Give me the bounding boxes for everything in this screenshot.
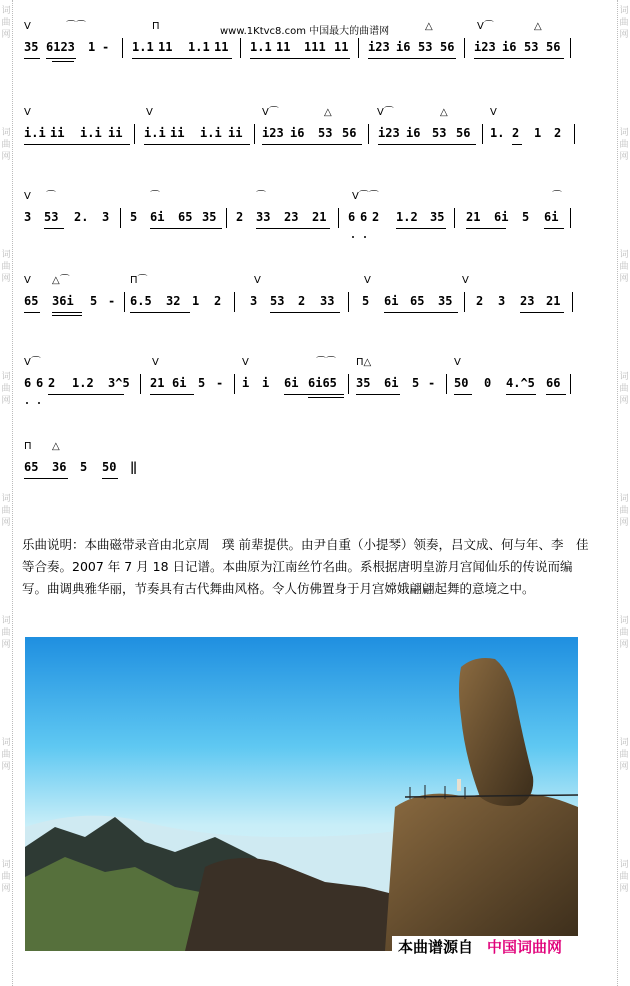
source-footer xyxy=(392,936,598,960)
note: i23 xyxy=(368,40,390,54)
note: 6 xyxy=(348,210,356,224)
note: 6123 xyxy=(46,40,75,54)
note: 21 xyxy=(312,210,327,224)
watermark-char: 词 xyxy=(619,6,629,16)
note: 6i xyxy=(150,210,165,224)
note: 53 xyxy=(44,210,59,224)
note: 56 xyxy=(456,126,471,140)
mountain-photo-icon xyxy=(25,637,578,951)
note: 1.2 xyxy=(396,210,418,224)
note: 56 xyxy=(440,40,455,54)
note: 1 xyxy=(534,126,542,140)
note: 5 xyxy=(90,294,98,308)
note: 65 xyxy=(178,210,193,224)
note: - xyxy=(108,294,116,308)
score-line-6: Π △ 65 36 5 50 ‖ xyxy=(22,442,592,512)
score-line-3: V ⌒ ⌒ ⌒ V⌒⌒ ⌒ 3 53 2. 3 5 6i 65 35 2 33 23 21 6 6 2 1.2 35 21 6i 5 6i xyxy=(22,192,592,262)
watermark-char: 曲 xyxy=(1,140,11,150)
watermark-char: 词 xyxy=(619,616,629,626)
note: 1 xyxy=(88,40,96,54)
watermark-char: 曲 xyxy=(1,628,11,638)
site-header: www.1Ktvc8.com 中国最大的曲谱网 xyxy=(220,26,390,37)
note: i6 xyxy=(396,40,411,54)
watermark-char: 网 xyxy=(619,274,629,284)
note: 6i xyxy=(544,210,559,224)
note: 35 xyxy=(202,210,217,224)
source-label: 本曲谱源自 xyxy=(398,938,474,956)
note: ii xyxy=(108,126,123,140)
note: - xyxy=(102,40,110,54)
note: 5 xyxy=(362,294,370,308)
score-line-5: V⌒ V V ⌒⌒ Π△ V 6 6 2 1.2 3^5 21 6i 5 - i i 6i 6i65 35 6i 5 - 50 0 4.^5 66 xyxy=(22,358,592,428)
note: 35 xyxy=(356,376,371,390)
note: i23 xyxy=(378,126,400,140)
note: 3 xyxy=(24,210,32,224)
note: i.i xyxy=(24,126,46,140)
note: 1.2 xyxy=(72,376,94,390)
note: i.i xyxy=(144,126,166,140)
note: 33 xyxy=(256,210,271,224)
note: 2 xyxy=(554,126,562,140)
note: 23 xyxy=(284,210,299,224)
watermark-char: 词 xyxy=(1,372,11,382)
note: 2. xyxy=(74,210,89,224)
watermark-char: 曲 xyxy=(1,506,11,516)
note: 6.5 xyxy=(130,294,152,308)
watermark-char: 网 xyxy=(619,152,629,162)
note: 5 xyxy=(522,210,530,224)
watermark-char: 网 xyxy=(1,762,11,772)
note: 11 xyxy=(334,40,349,54)
watermark-char: 网 xyxy=(619,884,629,894)
note: 50 xyxy=(454,376,469,390)
note: ii xyxy=(50,126,65,140)
note: 11 xyxy=(276,40,291,54)
watermark-char: 网 xyxy=(619,640,629,650)
note: 2 xyxy=(372,210,380,224)
watermark-char: 词 xyxy=(619,250,629,260)
note: i23 xyxy=(474,40,496,54)
note: 5 xyxy=(412,376,420,390)
jianpu-score xyxy=(22,0,592,500)
note: 3 xyxy=(498,294,506,308)
watermark-char: 网 xyxy=(1,518,11,528)
watermark-char: 网 xyxy=(619,518,629,528)
note: 33 xyxy=(320,294,335,308)
watermark-char: 网 xyxy=(1,274,11,284)
watermark-char: 词 xyxy=(1,250,11,260)
watermark-char: 词 xyxy=(619,738,629,748)
note: 66 xyxy=(546,376,561,390)
note: 2 xyxy=(512,126,520,140)
watermark-char: 曲 xyxy=(1,750,11,760)
note: i xyxy=(262,376,270,390)
watermark-char: 曲 xyxy=(1,872,11,882)
site-name-link[interactable]: 中国词曲网 xyxy=(487,938,563,956)
watermark-char: 网 xyxy=(619,396,629,406)
note: - xyxy=(428,376,436,390)
note: 6 xyxy=(360,210,368,224)
watermark-char: 词 xyxy=(619,128,629,138)
note: 6 xyxy=(36,376,44,390)
note: 21 xyxy=(150,376,165,390)
music-description: 乐曲说明：本曲磁带录音由北京周 璞 前辈提供。由尹自重（小提琴）领奏，吕文成、何与年、李 佳等合奏。2007 年 7 月 18 日记谱。本曲原为江南丝竹名曲。系根据唐明皇游月宫闻仙乐的传说而编写。曲调典雅华丽，节奏具有古代舞曲风格。令人仿佛置身于月宫嫦娥翩翩起舞的意境之中。 xyxy=(22,536,589,596)
watermark-char: 曲 xyxy=(619,262,629,272)
note: 36 xyxy=(52,460,67,474)
note: 0 xyxy=(484,376,492,390)
note: 32 xyxy=(166,294,181,308)
note: 56 xyxy=(342,126,357,140)
watermark-char: 网 xyxy=(1,30,11,40)
note: 5 xyxy=(198,376,206,390)
note: 65 xyxy=(24,460,39,474)
watermark-char: 曲 xyxy=(1,18,11,28)
note: 35 xyxy=(430,210,445,224)
watermark-char: 词 xyxy=(619,860,629,870)
note: 1 xyxy=(192,294,200,308)
note: 111 xyxy=(304,40,326,54)
note: 53 xyxy=(524,40,539,54)
note: 11 xyxy=(158,40,173,54)
note: 3 xyxy=(102,210,110,224)
note: 53 xyxy=(418,40,433,54)
note: 4.^5 xyxy=(506,376,535,390)
landscape-photo xyxy=(25,637,578,951)
watermark-char: 曲 xyxy=(619,384,629,394)
note: i.i xyxy=(80,126,102,140)
note: i6 xyxy=(290,126,305,140)
note: 2 xyxy=(48,376,56,390)
watermark-char: 曲 xyxy=(619,140,629,150)
note: ii xyxy=(228,126,243,140)
note: 11 xyxy=(214,40,229,54)
watermark-char: 曲 xyxy=(619,628,629,638)
watermark-char: 词 xyxy=(619,494,629,504)
score-line-1: V ⌒⌒ Π V⌒ △ △ 35 6123 1 - 1.1 11 1.1 11 1.1 11 111 11 i23 i6 53 56 i23 i6 53 56 xyxy=(22,22,592,92)
watermark-char: 词 xyxy=(1,128,11,138)
note: ii xyxy=(170,126,185,140)
watermark-char: 曲 xyxy=(619,18,629,28)
watermark-char: 词 xyxy=(1,6,11,16)
score-line-2: V V V⌒ V⌒ △ △ V i.i ii i.i ii i.i ii i.i ii i23 i6 53 56 i23 i6 53 56 1. 2 1 2 xyxy=(22,108,592,178)
watermark-char: 曲 xyxy=(1,384,11,394)
note: 1.1 xyxy=(188,40,210,54)
final-barline: ‖ xyxy=(130,460,138,474)
note: 5 xyxy=(130,210,138,224)
note: 1.1 xyxy=(132,40,154,54)
watermark-char: 词 xyxy=(1,738,11,748)
note: i.i xyxy=(200,126,222,140)
watermark-char: 网 xyxy=(619,762,629,772)
note: 56 xyxy=(546,40,561,54)
note: 2 xyxy=(236,210,244,224)
watermark-char: 网 xyxy=(1,640,11,650)
note: 3 xyxy=(250,294,258,308)
note: 50 xyxy=(102,460,117,474)
note: 35 xyxy=(24,40,39,54)
watermark-char: 词 xyxy=(1,494,11,504)
note: 65 xyxy=(24,294,39,308)
note: 35 xyxy=(438,294,453,308)
note: 2 xyxy=(214,294,222,308)
watermark-char: 网 xyxy=(1,884,11,894)
note: 6i xyxy=(284,376,299,390)
note: 6i xyxy=(384,376,399,390)
note: 6i xyxy=(494,210,509,224)
note: 6i xyxy=(172,376,187,390)
watermark-char: 网 xyxy=(619,30,629,40)
note: 21 xyxy=(466,210,481,224)
note: i6 xyxy=(502,40,517,54)
note: 1.1 xyxy=(250,40,272,54)
watermark-char: 曲 xyxy=(619,872,629,882)
note: 21 xyxy=(546,294,561,308)
note: 6i65 xyxy=(308,376,337,390)
note: 53 xyxy=(432,126,447,140)
note: - xyxy=(216,376,224,390)
watermark-char: 网 xyxy=(1,152,11,162)
watermark-char: 网 xyxy=(1,396,11,406)
note: 2 xyxy=(298,294,306,308)
note: 65 xyxy=(410,294,425,308)
note: 6i xyxy=(384,294,399,308)
note: 1. xyxy=(490,126,505,140)
watermark-char: 曲 xyxy=(619,506,629,516)
note: 53 xyxy=(270,294,285,308)
watermark-char: 词 xyxy=(1,860,11,870)
watermark-char: 曲 xyxy=(1,262,11,272)
note: 23 xyxy=(520,294,535,308)
watermark-char: 词 xyxy=(619,372,629,382)
note: 2 xyxy=(476,294,484,308)
note: 53 xyxy=(318,126,333,140)
note: 5 xyxy=(80,460,88,474)
note: 6 xyxy=(24,376,32,390)
note: 36i xyxy=(52,294,74,308)
note: i6 xyxy=(406,126,421,140)
score-line-4: V △⌒ Π⌒ V V V 65 36i 5 - 6.5 32 1 2 3 53 2 33 5 6i 65 35 2 3 23 21 xyxy=(22,276,592,346)
note: i xyxy=(242,376,250,390)
note: i23 xyxy=(262,126,284,140)
note: 3^5 xyxy=(108,376,130,390)
watermark-char: 曲 xyxy=(619,750,629,760)
watermark-char: 词 xyxy=(1,616,11,626)
